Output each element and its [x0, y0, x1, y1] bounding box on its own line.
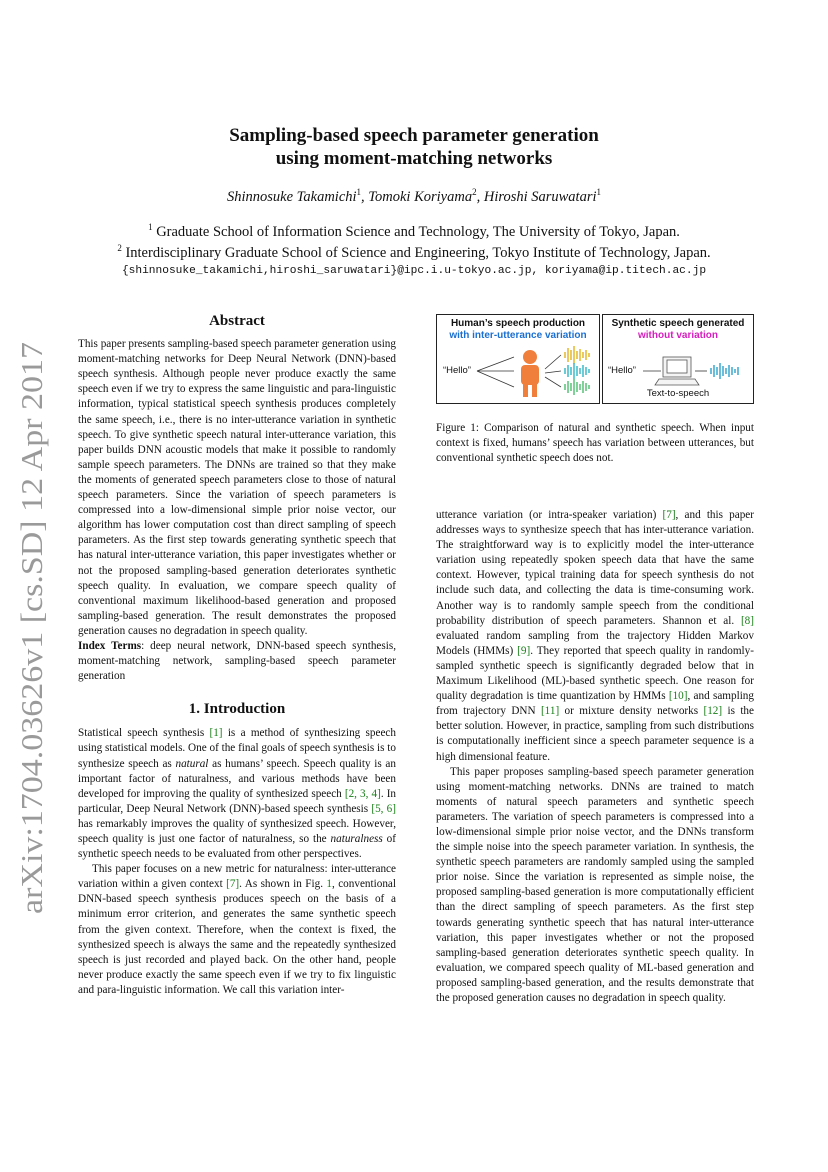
- citation-link[interactable]: [5, 6]: [371, 802, 397, 815]
- waveform-blue-icon: [711, 363, 738, 379]
- figure-1: [436, 314, 754, 404]
- affiliation-2: [0, 243, 828, 262]
- tts-label: Text-to-speech: [646, 388, 710, 399]
- arrow-lines: [477, 355, 561, 387]
- author-3: Hiroshi Saruwatari: [483, 188, 597, 205]
- waveform-yellow-icon: [565, 346, 589, 364]
- paper-title: [0, 124, 828, 170]
- figure-ref-link[interactable]: 1: [326, 878, 333, 891]
- panel-human-title-2: with inter-utterance variation: [449, 330, 587, 341]
- citation-link[interactable]: [9]: [517, 644, 531, 657]
- citation-link[interactable]: [11]: [540, 705, 560, 718]
- citation-link[interactable]: [10]: [668, 690, 688, 703]
- title-line-2: using moment-matching networks: [275, 148, 553, 169]
- left-column: [78, 314, 396, 998]
- intro-p2-text: . As shown in Fig.: [239, 878, 327, 891]
- right-p1-text: or mixture density networks: [559, 705, 704, 718]
- author-1-sup: 1: [356, 187, 362, 197]
- figure-panel-synthetic: [602, 314, 754, 404]
- author-3-sup: 1: [596, 187, 602, 197]
- intro-paragraph-2-continued: [436, 508, 754, 765]
- intro-p2-text: , conventional DNN-based speech synthesis produces speech on the basis of a minimum error criterion, and generates the same synthetic speech from the given context. Therefore, when the context is fixed, the synthesized speech is always the same and the repeatedly synthesized speech is just recorded and played back. On the other hand, people never produce exactly the same speech even if we try to fix linguistic and para-linguistic information. We call this variation inter-: [78, 878, 396, 996]
- author-1: Shinnosuke Takamichi: [226, 188, 357, 205]
- author-2-sup: 2: [472, 187, 477, 197]
- arxiv-id: arXiv:1704.03626v1 [cs.SD] 12 Apr 2017: [14, 392, 49, 914]
- affiliation-1-sup: 1: [148, 222, 153, 232]
- computer-icon: [655, 357, 699, 385]
- intro-heading: 1. Introduction: [188, 701, 286, 718]
- right-column: [436, 508, 754, 1006]
- affiliation-2-text: Interdisciplinary Graduate School of Science and Engineering, Tokyo Institute of Technology, Japan.: [125, 244, 711, 261]
- synthetic-diagram-graphic: [603, 315, 753, 403]
- index-terms-text: : deep neural network, DNN-based speech synthesis, moment-matching network, sampling-based speech parameter generation: [78, 639, 396, 683]
- panel-synth-title-2: without variation: [638, 330, 718, 341]
- abstract-body: This paper presents sampling-based speech parameter generation using moment-matching networks for Deep Neural Network (DNN)-based speech synthesis. Although people never produce exactly the same speech even if we try to express the same linguistic and para-linguistic information, typical statistical speech synthesis produces completely the same speech, i.e., there is no inter-utterance variation in synthetic speech. To give synthetic speech natural inter-utterance variation, this paper builds DNN acoustic models that make it possible to randomly sample speech parameters. The DNNs are trained so that they make the moments of generated speech parameters close to those of natural speech parameters. Since the variation of speech parameters is compressed into a low-dimensional simple prior noise vector, our algorithm has lower computation cost than direct sampling of speech parameters. As the first step towards generating synthetic speech that has natural inter-utterance variation, this paper investigates whether or not the proposed sampling-based generation deteriorates synthetic speech quality. In evaluation, we compare speech quality of conventional maximum likelihood-based generation and proposed sampling-based generation. The result demonstrates the proposed generation causes no degradation in speech quality.: [78, 338, 396, 637]
- figure-1-caption: Figure 1: Comparison of natural and synthetic speech. When input context is fixed, humans’ speech has variation between utterances, but conventional synthetic speech does not.: [436, 422, 754, 465]
- index-terms: [78, 639, 396, 684]
- intro-p2-text: This paper focuses on a new metric for naturalness: inter-utterance variation within a given context: [78, 863, 396, 891]
- right-p1-text: evaluated random sampling from the trajectory Hidden Markov Models (HMMs): [436, 629, 754, 657]
- hello-label-right: “Hello”: [608, 365, 636, 376]
- human-diagram-graphic: [437, 315, 599, 403]
- intro-paragraph-2: [78, 862, 396, 998]
- right-p1-text: , and this paper addresses ways to synthesize speech that has inter-utterance variation. The straightforward way is to explicitly model the inter-utterance variation using repeatedly spoken speech data that have the same context. However, typical training data for speech synthesis do not include such data, and collecting the data is time-consuming work. Another way is to randomly sample speech from the conditional probability distribution of speech parameters. Shannon et al.: [436, 509, 754, 627]
- author-2: Tomoki Koriyama: [368, 188, 473, 205]
- intro-paragraph-3: This paper proposes sampling-based speech parameter generation using moment-matching networks. DNNs are trained to match moments of natural speech parameters and synthetic speech parameters. The variation of speech parameters is compressed into a low-dimensional simple prior noise vector, and the DNNs transform the simple noise into the speech parameter variation. In synthesis, the synthetic speech parameters are randomly sampled using the sampled prior noise. Since the variation is represented as simple noise, the proposed sampling-based generation is more computationally efficient than the direct sampling of speech parameters. As the first step towards generating synthetic speech that has natural inter-utterance variation, this paper investigates whether or not the proposed sampling-based generation deteriorates synthetic speech quality. In evaluation, we compared speech quality of ML-based generation and proposed sampling-based generation, and the results demonstrate that the proposed generation causes no degradation in speech quality.: [436, 765, 754, 1004]
- figure-panel-human: [436, 314, 600, 404]
- intro-p1-text: is a method of synthesizing speech using statistical models. One of the final goals of speech synthesis is to synthesize speech as: [78, 727, 396, 770]
- intro-p1-text: of synthetic speech needs to be evaluated from other perspectives.: [78, 833, 396, 861]
- panel-synth-title-1: Synthetic speech generated: [611, 318, 745, 329]
- panel-human-title-1: Human’s speech production: [450, 318, 586, 329]
- affiliation-1-text: Graduate School of Information Science and Technology, The University of Tokyo, Japan.: [156, 223, 680, 240]
- arxiv-stamp: [10, 336, 50, 916]
- waveform-green-icon: [565, 379, 589, 395]
- citation-link[interactable]: [7]: [226, 878, 240, 891]
- author-list: Shinnosuke Takamichi$^1$, Tomoki Koriyama$^2$, Hiroshi Saruwatari$^1$: [226, 187, 602, 205]
- person-icon: [521, 350, 539, 397]
- intro-paragraph-1: [78, 726, 396, 862]
- right-p1-text: . They reported that speech quality in randomly-sampled synthetic speech is significantly degraded below that in Maximum Likelihood (ML)-based synthetic speech. One reason for quality degradation is time quantization by HMMs: [436, 644, 754, 703]
- index-terms-label: Index Terms: [78, 639, 142, 652]
- right-p1-text: , and sampling from trajectory DNN: [436, 690, 754, 718]
- intro-p1-emph: naturalness: [330, 833, 383, 845]
- citation-link[interactable]: [1]: [209, 727, 223, 740]
- right-p1-text: utterance variation (or intra-speaker variation): [436, 509, 663, 521]
- right-p1-text: is the better solution. However, in practice, sampling from such distributions is computationally inefficient since a speech parameter sequence is a high dimensional feature.: [436, 705, 754, 763]
- title-line-1: Sampling-based speech parameter generation: [229, 125, 599, 146]
- citation-link[interactable]: [7]: [662, 509, 676, 521]
- waveform-teal-icon: [565, 363, 589, 379]
- hello-label-left: “Hello”: [443, 365, 471, 376]
- intro-p1-text: has remarkably improves the quality of synthesized speech. However, speech quality is just one factor of naturalness, so the: [78, 817, 396, 845]
- citation-link[interactable]: [12]: [703, 705, 723, 718]
- abstract-heading: Abstract: [209, 313, 265, 329]
- affiliation-2-sup: 2: [117, 243, 122, 253]
- intro-p1-emph: natural: [175, 757, 209, 770]
- intro-p1-text: Statistical speech synthesis: [78, 727, 210, 740]
- intro-p1-text: . In particular, Deep Neural Network (DNN)-based speech synthesis: [78, 787, 397, 815]
- citation-link[interactable]: [8]: [740, 614, 754, 627]
- email-list: {shinnosuke_takamichi,hiroshi_saruwatari}@ipc.i.u-tokyo.ac.jp, koriyama@ip.titech.ac.jp: [121, 265, 707, 277]
- citation-link[interactable]: [2, 3, 4]: [344, 787, 381, 800]
- intro-p1-text: as humans’ speech. Speech quality is an important factor of naturalness, and various methods have been developed for improving the quality of synthesized speech: [78, 757, 396, 800]
- affiliation-1: [0, 222, 828, 241]
